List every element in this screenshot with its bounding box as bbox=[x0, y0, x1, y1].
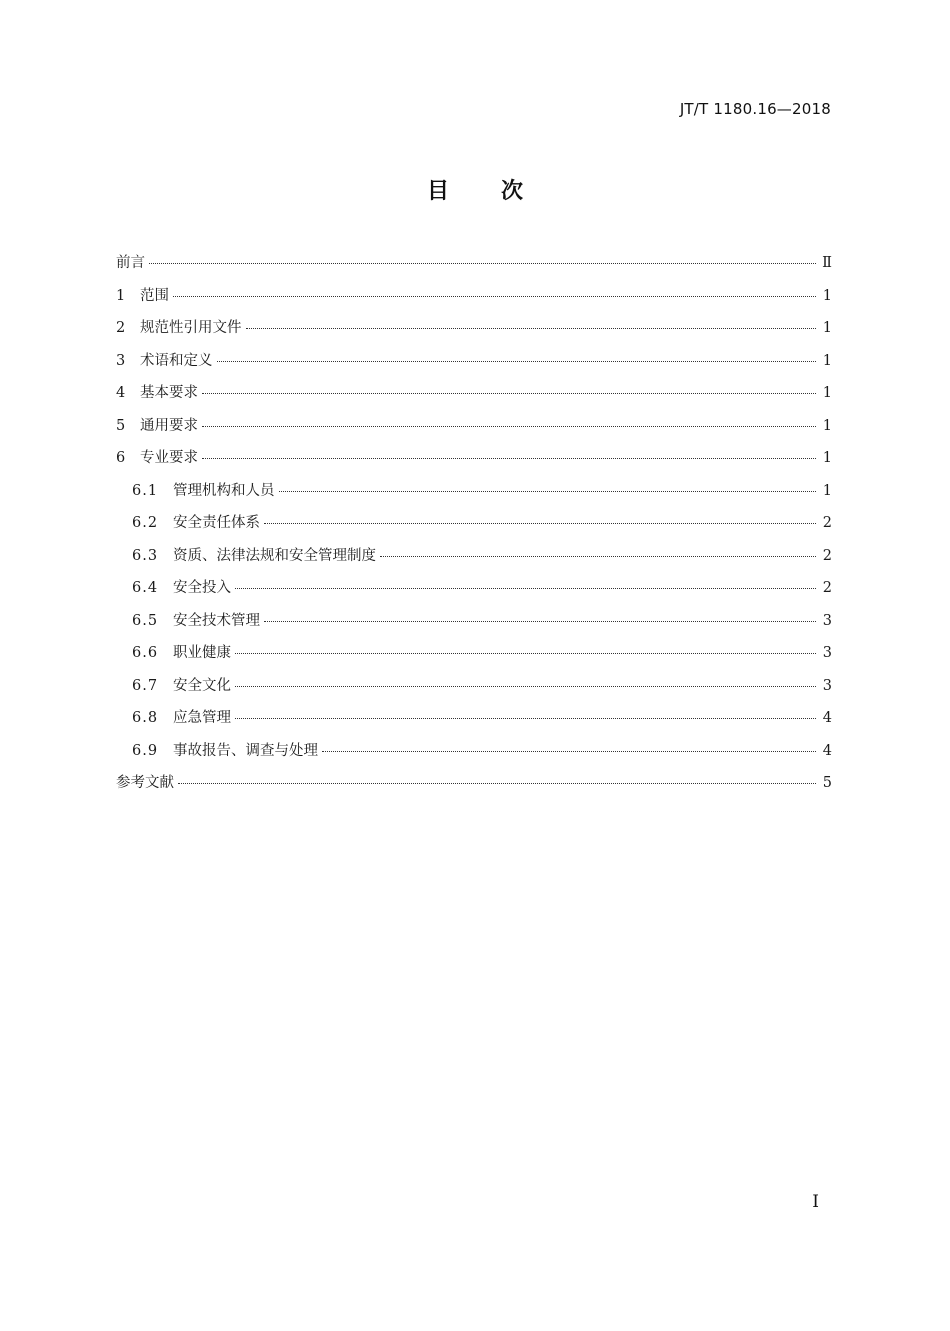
toc-entry-page: Ⅱ bbox=[822, 255, 832, 271]
toc-leader-dots bbox=[217, 347, 817, 375]
toc-leader-dots bbox=[202, 412, 816, 440]
toc-leader-dots bbox=[235, 672, 816, 700]
toc-entry-title: 安全技术管理 bbox=[173, 612, 260, 629]
toc-leader-dots bbox=[202, 444, 816, 472]
toc-leader-dots bbox=[235, 704, 816, 732]
toc-entry-number: 6.4 bbox=[132, 580, 159, 596]
toc-entry[interactable] bbox=[116, 249, 832, 277]
toc-entry-title: 资质、法律法规和安全管理制度 bbox=[173, 547, 376, 564]
toc-entry-page: 4 bbox=[822, 742, 832, 759]
toc-entry-page: 1 bbox=[822, 417, 832, 434]
toc-leader-dots bbox=[235, 574, 816, 602]
toc-entry[interactable] bbox=[116, 314, 832, 342]
toc-entry-page: 2 bbox=[822, 547, 832, 564]
toc-entry-page: 1 bbox=[822, 352, 832, 369]
toc-entry[interactable] bbox=[116, 282, 832, 310]
toc-entry-title: 通用要求 bbox=[140, 417, 198, 434]
toc-entry-title: 事故报告、调查与处理 bbox=[173, 742, 318, 759]
toc-entry-title: 前言 bbox=[116, 255, 145, 271]
toc-leader-dots bbox=[202, 379, 816, 407]
page-number: I bbox=[812, 1192, 819, 1212]
toc-entry-title: 规范性引用文件 bbox=[140, 320, 242, 336]
toc-entry-number: 6.1 bbox=[132, 482, 159, 499]
toc-entry-number: 6.6 bbox=[132, 645, 159, 661]
toc-entry-title: 安全文化 bbox=[173, 677, 231, 694]
toc-entry-title: 管理机构和人员 bbox=[173, 482, 275, 499]
toc-leader-dots bbox=[279, 477, 817, 505]
toc-leader-dots bbox=[264, 607, 816, 635]
toc-entry[interactable] bbox=[132, 639, 832, 667]
toc-entry-number: 6.8 bbox=[132, 710, 159, 726]
toc-entry-page: 4 bbox=[822, 710, 832, 726]
toc-entry-title: 专业要求 bbox=[140, 450, 198, 466]
toc-entry-page: 5 bbox=[822, 775, 832, 791]
toc-leader-dots bbox=[322, 737, 816, 765]
toc-entry-page: 1 bbox=[822, 320, 832, 336]
toc-entry[interactable] bbox=[132, 704, 832, 732]
toc-entry-number: 5 bbox=[116, 417, 126, 434]
toc-entry-number: 6.7 bbox=[132, 677, 159, 694]
toc-entry-number: 1 bbox=[116, 287, 126, 304]
toc-entry-page: 1 bbox=[822, 287, 832, 304]
toc-entry[interactable] bbox=[116, 347, 832, 375]
toc-leader-dots bbox=[178, 769, 816, 797]
toc-entry[interactable] bbox=[132, 542, 832, 570]
toc-leader-dots bbox=[246, 314, 817, 342]
toc-entry[interactable] bbox=[116, 412, 832, 440]
toc-entry-number: 6 bbox=[116, 450, 126, 466]
toc-entry[interactable] bbox=[116, 379, 832, 407]
page-title-char-1: 目 bbox=[426, 179, 449, 204]
toc-entry[interactable] bbox=[132, 737, 832, 765]
toc-entry-page: 3 bbox=[822, 645, 832, 661]
toc-entry-number: 6.3 bbox=[132, 547, 159, 564]
toc-leader-dots bbox=[380, 542, 816, 570]
toc-entry-title: 范围 bbox=[140, 287, 169, 304]
toc-entry[interactable] bbox=[116, 444, 832, 472]
toc-entry-title: 参考文献 bbox=[116, 775, 174, 791]
toc-entry-title: 安全投入 bbox=[173, 580, 231, 596]
toc-entry-number: 6.5 bbox=[132, 612, 159, 629]
toc-entry-page: 1 bbox=[822, 385, 832, 401]
toc-entry-title: 术语和定义 bbox=[140, 352, 213, 369]
toc-entry[interactable] bbox=[132, 509, 832, 537]
toc-entry-title: 基本要求 bbox=[140, 385, 198, 401]
toc-entry-number: 4 bbox=[116, 385, 126, 401]
toc-entry[interactable] bbox=[132, 477, 832, 505]
toc-entry[interactable] bbox=[116, 769, 832, 797]
toc-leader-dots bbox=[173, 282, 816, 310]
toc-entry-number: 3 bbox=[116, 352, 126, 369]
page-title-char-2: 次 bbox=[501, 179, 524, 204]
toc-entry[interactable] bbox=[132, 607, 832, 635]
toc-leader-dots bbox=[235, 639, 816, 667]
toc-leader-dots bbox=[149, 249, 816, 277]
page-title bbox=[0, 174, 950, 205]
toc-entry-page: 2 bbox=[822, 515, 832, 531]
toc-entry-page: 3 bbox=[822, 612, 832, 629]
toc-entry-page: 1 bbox=[822, 482, 832, 499]
toc-entry-title: 应急管理 bbox=[173, 710, 231, 726]
toc-entry-title: 职业健康 bbox=[173, 645, 231, 661]
toc-entry-page: 1 bbox=[822, 450, 832, 466]
toc-entry-number: 6.9 bbox=[132, 742, 159, 759]
toc-entry[interactable] bbox=[132, 574, 832, 602]
toc-leader-dots bbox=[264, 509, 816, 537]
toc-entry[interactable] bbox=[132, 672, 832, 700]
toc-entry-title: 安全责任体系 bbox=[173, 515, 260, 531]
toc-entry-number: 6.2 bbox=[132, 515, 159, 531]
standard-code: JT/T 1180.16—2018 bbox=[679, 100, 831, 118]
toc-entry-number: 2 bbox=[116, 320, 126, 336]
toc-entry-page: 2 bbox=[822, 580, 832, 596]
toc-entry-page: 3 bbox=[822, 677, 832, 694]
